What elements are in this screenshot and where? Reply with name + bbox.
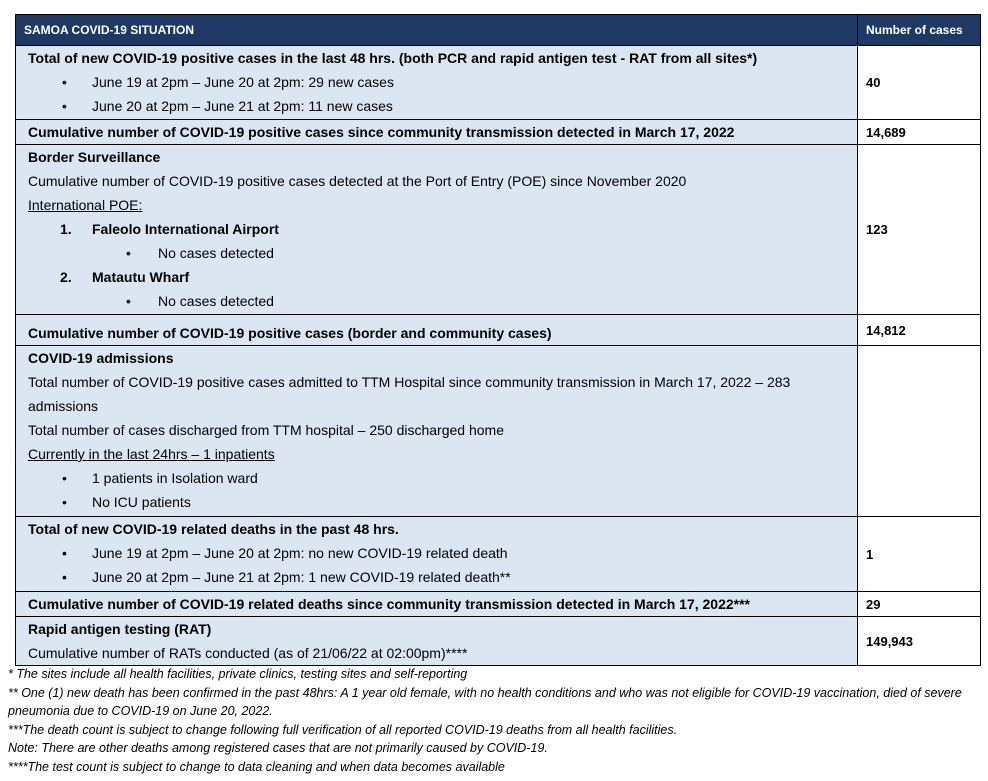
footnote: ***The death count is subject to change following full verification of all reported COVID-19 deaths from all health facilities. <box>8 722 678 737</box>
cum-deaths-value: 29 <box>858 592 981 617</box>
poe-item-label: Faleolo International Airport <box>92 221 279 237</box>
border-cell <box>16 145 858 315</box>
footnote: * The sites include all health facilities, private clinics, testing sites and self-reporting <box>8 667 468 681</box>
rat-text: Cumulative number of RATs conducted (as of 21/06/22 at 02:00pm)**** <box>28 645 468 661</box>
list-item: • No ICU patients <box>28 490 845 514</box>
table-row <box>16 46 981 120</box>
admissions-cell <box>16 346 858 517</box>
border-text: Cumulative number of COVID-19 positive cases detected at the Port of Entry (POE) since November 2020 <box>28 173 687 189</box>
list-item: • 1 patients in Isolation ward <box>28 466 845 490</box>
poe-item-number: 2. <box>60 269 72 285</box>
covid-situation-table <box>15 14 981 666</box>
list-item: • June 20 at 2pm – June 21 at 2pm: 1 new COVID-19 related death** <box>28 565 845 589</box>
list-item: • No cases detected <box>28 289 845 313</box>
cum-total-value: 14,812 <box>858 315 981 346</box>
admissions-text: Total number of COVID-19 positive cases admitted to TTM Hospital since community transmission in March 17, 2022 – 283 admissions <box>28 374 791 414</box>
deaths-value: 1 <box>858 517 981 592</box>
discharged-text: Total number of cases discharged from TTM hospital – 250 discharged home <box>28 422 504 438</box>
cum-deaths-title: Cumulative number of COVID-19 related deaths since community transmission detected in March 17, 2022*** <box>28 596 750 612</box>
current-inpatients: Currently in the last 24hrs – 1 inpatients <box>28 446 275 462</box>
value-column-header: Number of cases <box>858 15 981 46</box>
table-row <box>16 617 981 666</box>
table-row <box>16 592 981 617</box>
rat-value: 149,943 <box>858 617 981 666</box>
table-header-row <box>16 15 981 46</box>
list-item: • June 19 at 2pm – June 20 at 2pm: no new COVID-19 related death <box>28 541 845 565</box>
table-row <box>16 315 981 346</box>
footnotes <box>8 665 983 777</box>
table-row <box>16 145 981 315</box>
footnote: Note: There are other deaths among registered cases that are not primarily caused by COVID-19. <box>8 741 548 756</box>
deaths-cell <box>16 517 858 592</box>
list-item: • No cases detected <box>28 241 845 265</box>
table-row <box>16 346 981 517</box>
deaths-title: Total of new COVID-19 related deaths in the past 48 hrs. <box>28 521 399 537</box>
new-cases-value: 40 <box>858 46 981 120</box>
table-title: SAMOA COVID-19 SITUATION <box>16 15 858 46</box>
cum-total-cell <box>16 315 858 346</box>
border-title: Border Surveillance <box>28 149 161 165</box>
cum-deaths-cell <box>16 592 858 617</box>
table-row <box>16 517 981 592</box>
poe-item-wharf <box>28 265 845 289</box>
situation-report <box>15 14 980 666</box>
poe-item-airport <box>28 217 845 241</box>
cum-community-title: Cumulative number of COVID-19 positive cases since community transmission detected in March 17, 2022 <box>28 124 735 140</box>
table-row <box>16 120 981 145</box>
list-item: • June 19 at 2pm – June 20 at 2pm: 29 new cases <box>28 70 845 94</box>
cum-community-cell <box>16 120 858 145</box>
admissions-value <box>858 346 981 517</box>
footnote: ** One (1) new death has been confirmed in the past 48hrs: A 1 year old female, with no health conditions and who was not eligible for COVID-19 vaccination, died of severe pneumonia due to COVID-19 on June 20, 2022. <box>8 685 962 719</box>
list-item: • June 20 at 2pm – June 21 at 2pm: 11 new cases <box>28 94 845 118</box>
poe-item-number: 1. <box>60 221 72 237</box>
footnote: ****The test count is subject to change to data cleaning and when data becomes available <box>8 759 505 774</box>
new-cases-title: Total of new COVID-19 positive cases in the last 48 hrs. (both PCR and rapid antigen test - RAT from all sites*) <box>28 50 758 66</box>
admissions-title: COVID-19 admissions <box>28 350 174 366</box>
new-cases-cell <box>16 46 858 120</box>
border-value: 123 <box>858 145 981 315</box>
cum-total-title: Cumulative number of COVID-19 positive cases (border and community cases) <box>28 325 552 341</box>
rat-cell <box>16 617 858 666</box>
cum-community-value: 14,689 <box>858 120 981 145</box>
poe-item-label: Matautu Wharf <box>92 269 190 285</box>
poe-label: International POE: <box>28 197 143 213</box>
rat-title: Rapid antigen testing (RAT) <box>28 621 212 637</box>
